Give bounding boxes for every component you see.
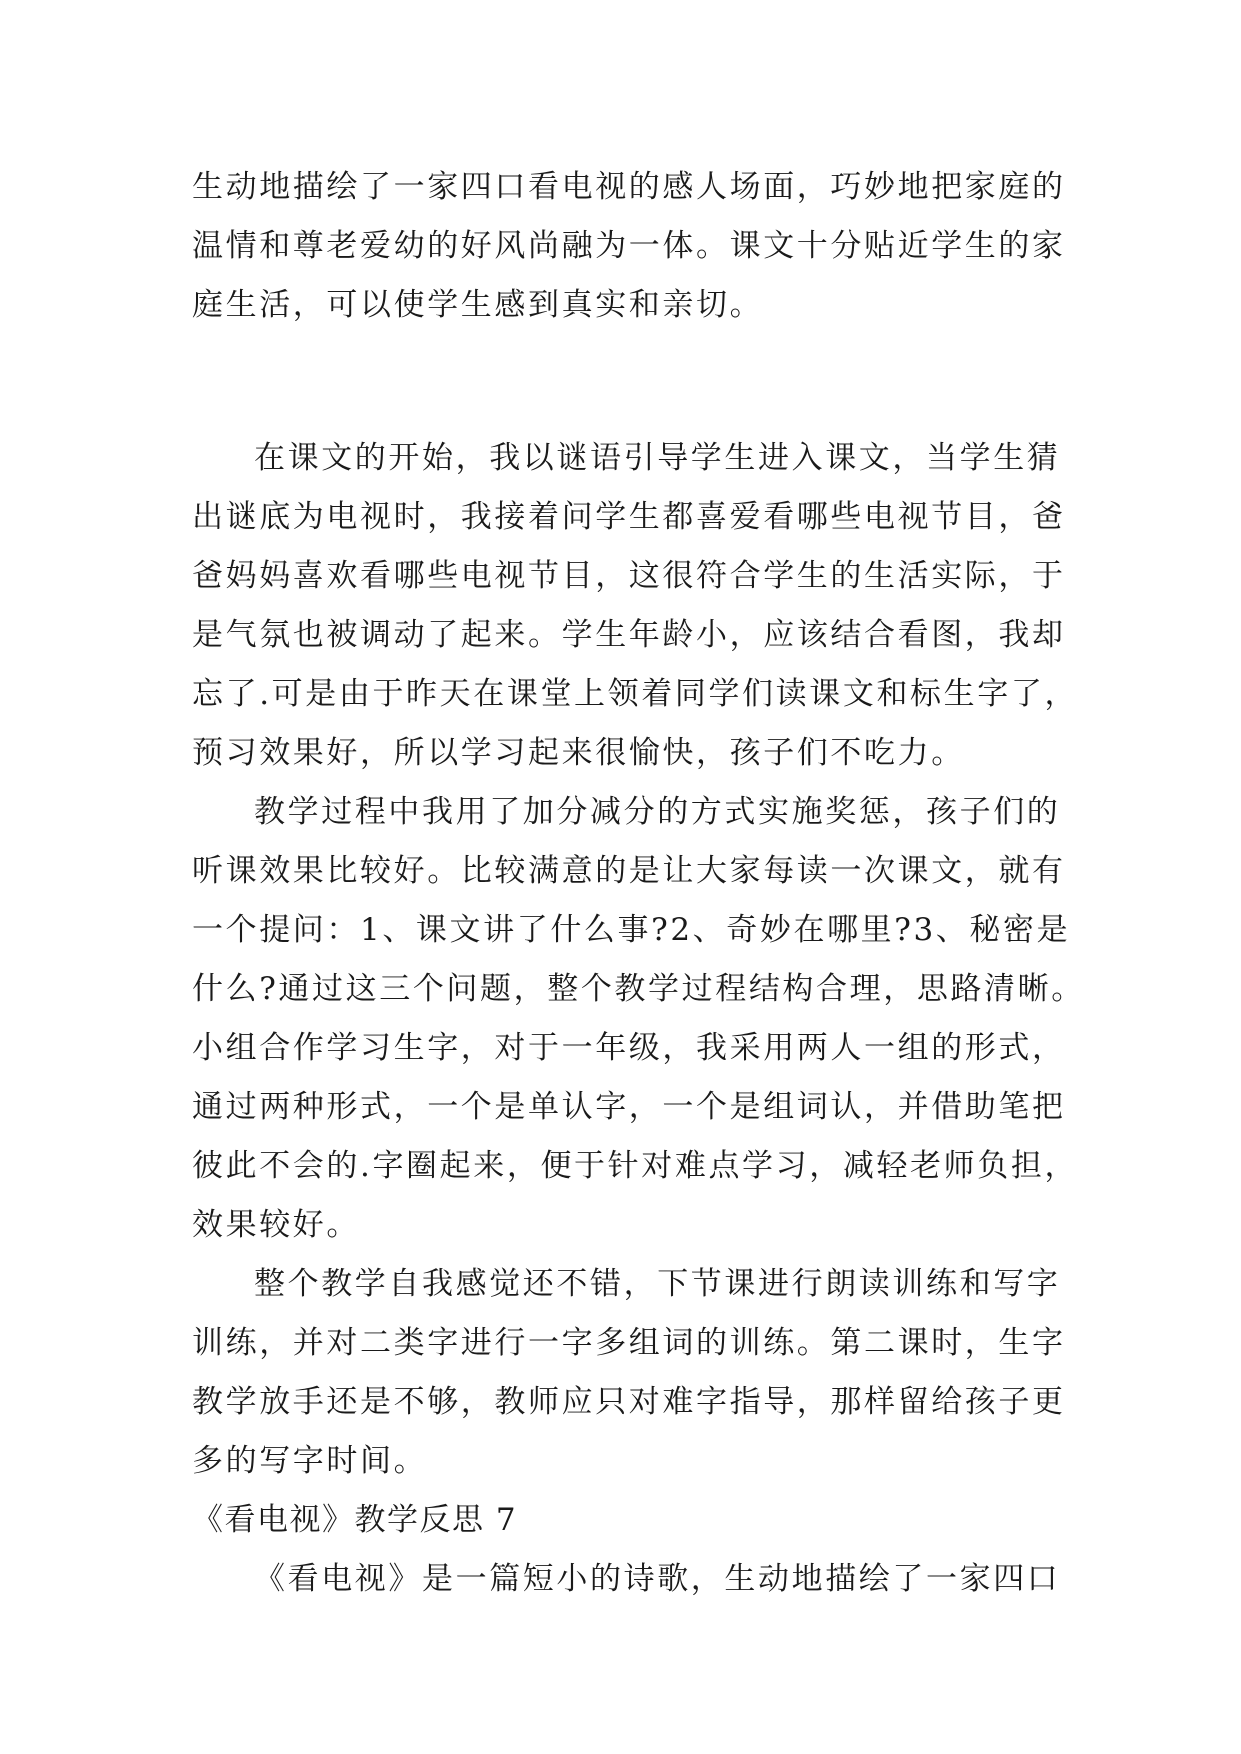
text-line: 彼此不会的.字圈起来，便于针对难点学习，减轻老师负担， [192,1148,1079,1184]
text-line: 教学过程中我用了加分减分的方式实施奖惩，孩子们的 [254,794,1061,830]
text-line: 生动地描绘了一家四口看电视的感人场面，巧妙地把家庭的 [192,169,1066,205]
paragraph-4 [192,1255,1072,1491]
section-heading: 《看电视》教学反思 7 [192,1502,518,1538]
text-line: 出谜底为电视时，我接着问学生都喜爱看哪些电视节目，爸 [192,499,1066,535]
text-line: 是气氛也被调动了起来。学生年龄小，应该结合看图，我却 [192,617,1066,653]
text-line: 通过两种形式，一个是单认字，一个是组词认，并借助笔把 [192,1089,1066,1125]
text-line: 忘了.可是由于昨天在课堂上领着同学们读课文和标生字了， [192,676,1079,712]
text-line: 爸妈妈喜欢看哪些电视节目，这很符合学生的生活实际，于 [192,558,1066,594]
text-line: 一个提问：1、课文讲了什么事?2、奇妙在哪里?3、秘密是 [192,912,1071,948]
text-line: 效果较好。 [192,1207,360,1243]
document-page [192,158,1085,1609]
paragraph-5 [192,1550,1072,1609]
text-line: 庭生活，可以使学生感到真实和亲切。 [192,287,764,323]
text-line: 小组合作学习生字，对于一年级，我采用两人一组的形式， [192,1030,1066,1066]
text-line: 在课文的开始，我以谜语引导学生进入课文，当学生猜 [254,440,1061,476]
text-line: 预习效果好，所以学习起来很愉快，孩子们不吃力。 [192,735,965,771]
text-line: 《看电视》是一篇短小的诗歌，生动地描绘了一家四口 [254,1561,1061,1597]
text-line: 整个教学自我感觉还不错，下节课进行朗读训练和写字 [254,1266,1061,1302]
text-line: 教学放手还是不够，教师应只对难字指导，那样留给孩子更 [192,1384,1066,1420]
text-line: 训练，并对二类字进行一字多组词的训练。第二课时，生字 [192,1325,1066,1361]
paragraph-1 [192,158,1072,335]
text-line: 温情和尊老爱幼的好风尚融为一体。课文十分贴近学生的家 [192,228,1066,264]
paragraph-gap [192,335,1072,429]
paragraph-3 [192,783,1085,1255]
text-line: 多的写字时间。 [192,1443,428,1479]
text-line: 听课效果比较好。比较满意的是让大家每读一次课文，就有 [192,853,1066,889]
paragraph-2 [192,429,1079,783]
text-line: 什么?通过这三个问题，整个教学过程结构合理，思路清晰。 [192,971,1085,1007]
